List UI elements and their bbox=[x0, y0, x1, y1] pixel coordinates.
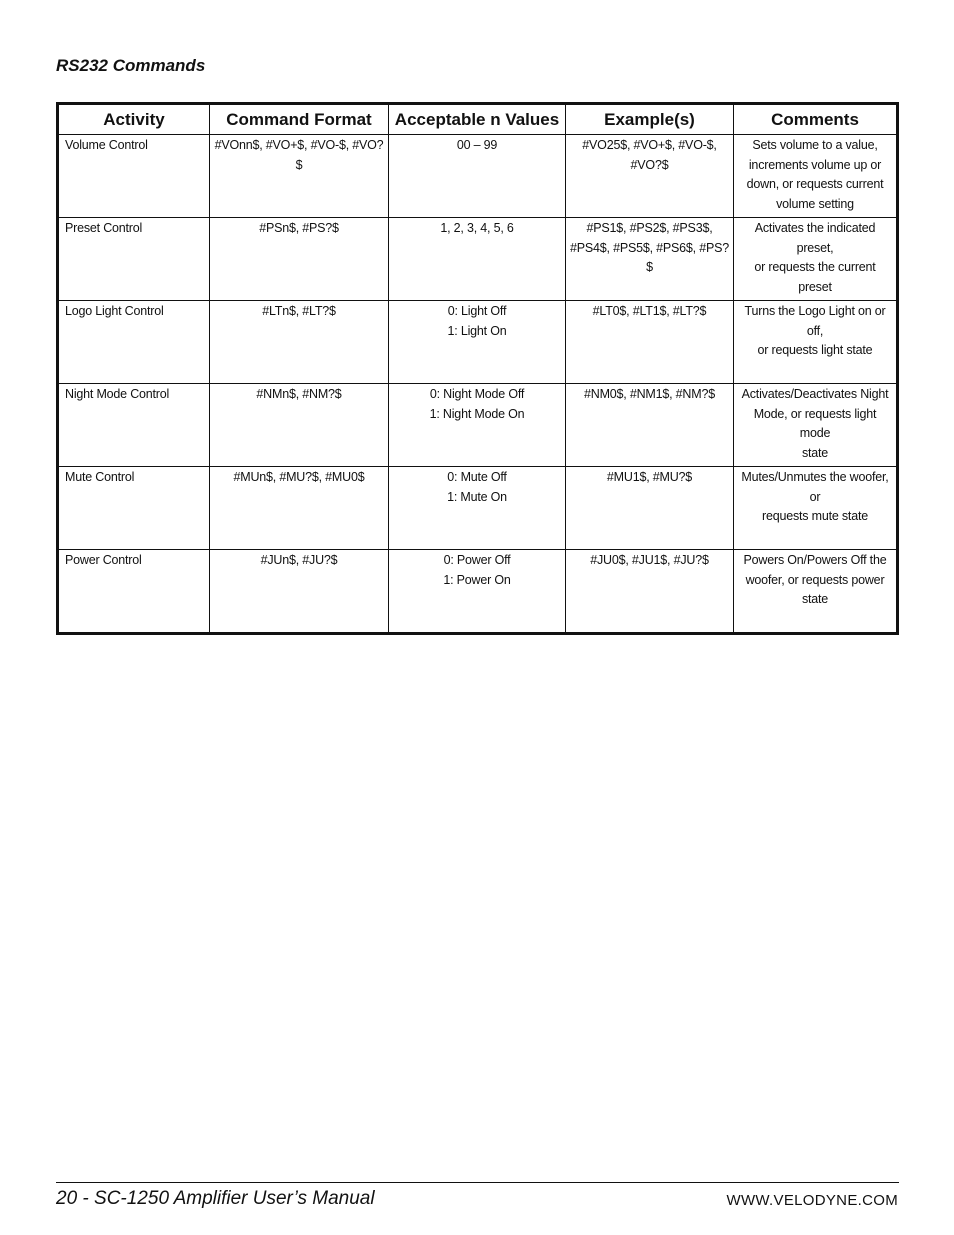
cell-command-format bbox=[210, 218, 389, 301]
comment-line: woofer, or requests power bbox=[745, 572, 885, 587]
table-body bbox=[58, 135, 898, 634]
cell-activity bbox=[58, 467, 210, 550]
example-line: #PS4$, #PS5$, #PS6$, #PS?$ bbox=[570, 240, 730, 275]
header-examples: Example(s) bbox=[566, 104, 734, 135]
command-format-text: #JUn$, #JU?$ bbox=[260, 553, 338, 567]
cell-command-format bbox=[210, 384, 389, 467]
cell-activity bbox=[58, 218, 210, 301]
comment-line: state bbox=[801, 445, 829, 460]
cell-command-format bbox=[210, 301, 389, 384]
header-comments: Comments bbox=[734, 104, 898, 135]
cell-examples bbox=[566, 467, 734, 550]
example-line: #MU1$, #MU?$ bbox=[606, 470, 693, 484]
comment-line: state bbox=[801, 592, 829, 607]
cell-activity bbox=[58, 550, 210, 634]
comment-line: Turns the Logo Light on or off, bbox=[744, 304, 886, 338]
cell-acceptable-values bbox=[389, 135, 566, 218]
section-title: RS232 Commands bbox=[56, 56, 206, 75]
cell-acceptable-values bbox=[389, 384, 566, 467]
cell-activity bbox=[58, 301, 210, 384]
cell-examples bbox=[566, 550, 734, 634]
value-line: 1: Mute On bbox=[447, 489, 507, 504]
example-line: #LT0$, #LT1$, #LT?$ bbox=[592, 304, 707, 318]
cell-command-format bbox=[210, 550, 389, 634]
activity-text: Volume Control bbox=[65, 138, 148, 152]
comment-line: increments volume up or bbox=[748, 157, 882, 172]
activity-text: Night Mode Control bbox=[65, 387, 170, 401]
header-acceptable-values: Acceptable n Values bbox=[389, 104, 566, 135]
activity-text: Mute Control bbox=[65, 470, 135, 484]
comment-line: Mode, or requests light mode bbox=[753, 406, 877, 441]
cell-comments bbox=[734, 218, 898, 301]
footer-website: WWW.VELODYNE.COM bbox=[726, 1192, 898, 1209]
comment-line: Sets volume to a value, bbox=[752, 138, 878, 152]
table-row bbox=[58, 218, 898, 301]
command-format-text: #PSn$, #PS?$ bbox=[259, 221, 339, 235]
comment-line: Mutes/Unmutes the woofer, or bbox=[741, 470, 889, 504]
comment-line: Powers On/Powers Off the bbox=[743, 553, 887, 567]
cell-comments bbox=[734, 467, 898, 550]
example-line: #VO25$, #VO+$, #VO-$, bbox=[582, 138, 717, 152]
cell-comments bbox=[734, 135, 898, 218]
cell-command-format bbox=[210, 467, 389, 550]
cell-acceptable-values bbox=[389, 218, 566, 301]
table-row bbox=[58, 301, 898, 384]
header-activity: Activity bbox=[58, 104, 210, 135]
comment-line: Activates the indicated preset, bbox=[754, 221, 876, 255]
cell-examples bbox=[566, 135, 734, 218]
cell-comments bbox=[734, 384, 898, 467]
cell-command-format bbox=[210, 135, 389, 218]
command-format-text: #NMn$, #NM?$ bbox=[256, 387, 342, 401]
rs232-commands-table bbox=[56, 102, 899, 635]
comment-line: down, or requests current bbox=[746, 177, 884, 192]
activity-text: Preset Control bbox=[65, 221, 143, 235]
command-format-text: #VOnn$, #VO+$, #VO-$, #VO?$ bbox=[214, 138, 384, 172]
cell-activity bbox=[58, 135, 210, 218]
cell-acceptable-values bbox=[389, 301, 566, 384]
value-line: 0: Power Off bbox=[443, 553, 511, 567]
command-format-text: #MUn$, #MU?$, #MU0$ bbox=[233, 470, 365, 484]
cell-comments bbox=[734, 301, 898, 384]
table-row bbox=[58, 467, 898, 550]
example-line: #NM0$, #NM1$, #NM?$ bbox=[584, 387, 715, 401]
comment-line: or requests the current preset bbox=[754, 260, 876, 294]
value-line: 1: Night Mode On bbox=[429, 406, 525, 421]
command-format-text: #LTn$, #LT?$ bbox=[262, 304, 336, 318]
comment-line: requests mute state bbox=[762, 509, 868, 524]
value-line: 1: Power On bbox=[443, 572, 511, 587]
cell-examples bbox=[566, 301, 734, 384]
footer-divider bbox=[56, 1182, 899, 1183]
activity-text: Power Control bbox=[65, 553, 142, 567]
cell-examples bbox=[566, 384, 734, 467]
comment-line: volume setting bbox=[776, 196, 854, 211]
example-line: #JU0$, #JU1$, #JU?$ bbox=[590, 553, 709, 567]
value-line: 00 – 99 bbox=[456, 138, 498, 152]
cell-examples bbox=[566, 218, 734, 301]
activity-text: Logo Light Control bbox=[65, 304, 164, 318]
value-line: 0: Mute Off bbox=[447, 470, 507, 484]
table-row bbox=[58, 384, 898, 467]
cell-activity bbox=[58, 384, 210, 467]
value-line: 1, 2, 3, 4, 5, 6 bbox=[440, 221, 514, 235]
table-row bbox=[58, 550, 898, 634]
example-line: #PS1$, #PS2$, #PS3$, bbox=[586, 221, 713, 235]
header-command-format: Command Format bbox=[210, 104, 389, 135]
value-line: 0: Night Mode Off bbox=[429, 387, 525, 401]
cell-acceptable-values bbox=[389, 467, 566, 550]
cell-comments bbox=[734, 550, 898, 634]
value-line: 1: Light On bbox=[447, 323, 507, 338]
cell-acceptable-values bbox=[389, 550, 566, 634]
table-row bbox=[58, 135, 898, 218]
footer-page-title: 20 - SC-1250 Amplifier User’s Manual bbox=[56, 1188, 375, 1209]
table-header-row bbox=[58, 104, 898, 135]
comment-line: Activates/Deactivates Night bbox=[741, 387, 889, 401]
comment-line: or requests light state bbox=[757, 343, 873, 358]
value-line: 0: Light Off bbox=[447, 304, 507, 318]
example-line: #VO?$ bbox=[630, 157, 669, 172]
